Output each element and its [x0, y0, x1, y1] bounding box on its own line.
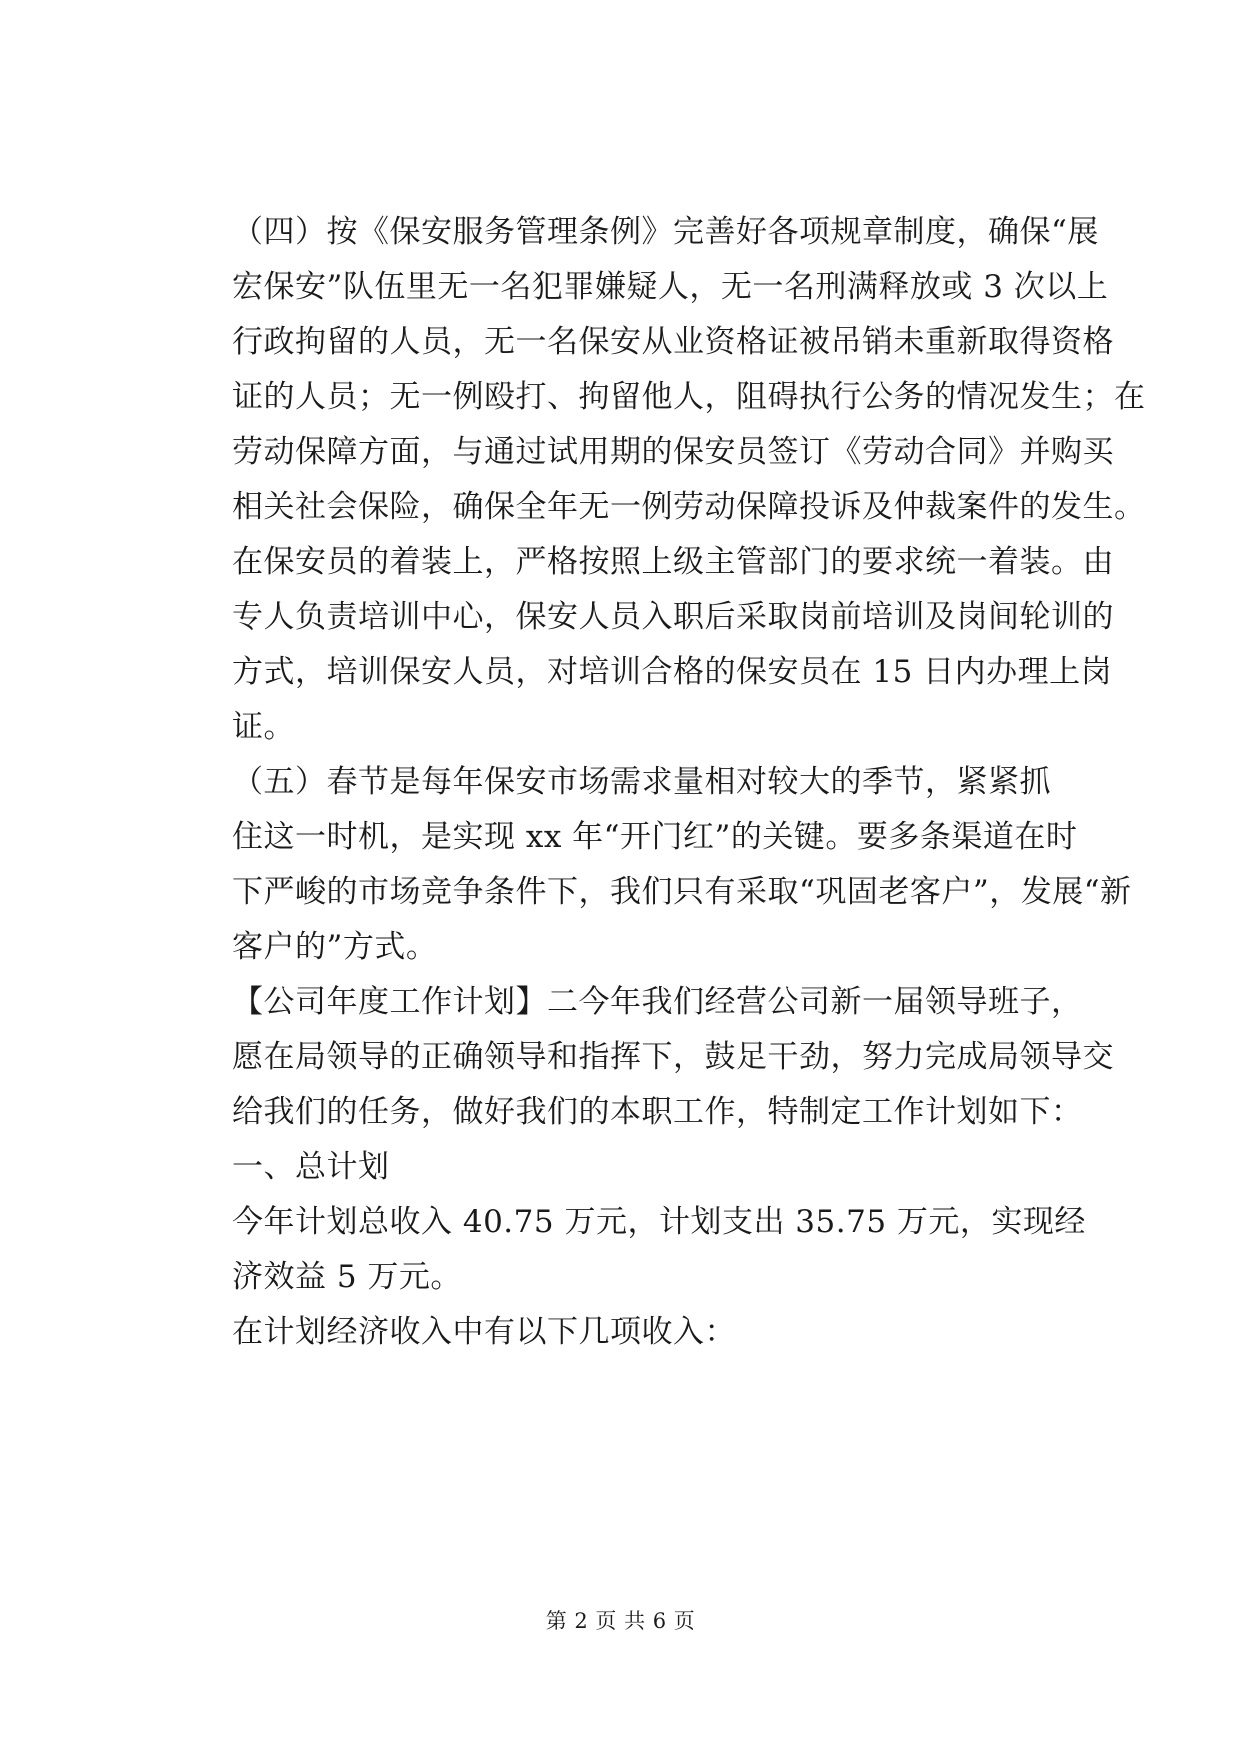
text-line: （四）按《保安服务管理条例》完善好各项规章制度，确保“展: [232, 214, 1099, 250]
text-line: 愿在局领导的正确领导和指挥下，鼓足干劲，努力完成局领导交: [232, 1039, 1114, 1075]
text-line: 行政拘留的人员，无一名保安从业资格证被吊销未重新取得资格: [232, 324, 1114, 360]
text-line: 济效益 5 万元。: [232, 1259, 462, 1295]
text-line: 在计划经济收入中有以下几项收入：: [232, 1314, 736, 1350]
text-line: 方式，培训保安人员，对培训合格的保安员在 15 日内办理上岗: [232, 654, 1113, 690]
page-number-footer: 第 2 页 共 6 页: [545, 1609, 696, 1633]
text-line: 证的人员；无一例殴打、拘留他人，阻碍执行公务的情况发生；在: [232, 379, 1146, 415]
text-line: 相关社会保险，确保全年无一例劳动保障投诉及仲裁案件的发生。: [232, 489, 1146, 525]
text-line: 下严峻的市场竞争条件下，我们只有采取“巩固老客户”，发展“新: [232, 874, 1132, 910]
section-heading: 一、总计划: [232, 1149, 390, 1185]
text-line: 客户的”方式。: [232, 929, 438, 965]
text-line: 劳动保障方面，与通过试用期的保安员签订《劳动合同》并购买: [232, 434, 1114, 470]
text-line: 住这一时机，是实现 xx 年“开门红”的关键。要多条渠道在时: [232, 819, 1078, 855]
text-line: 证。: [232, 709, 295, 745]
text-line: 给我们的任务，做好我们的本职工作，特制定工作计划如下：: [232, 1094, 1083, 1130]
text-line: 【公司年度工作计划】二今年我们经营公司新一届领导班子，: [232, 984, 1083, 1020]
text-line: 专人负责培训中心，保安人员入职后采取岗前培训及岗间轮训的: [232, 599, 1114, 635]
text-line: （五）春节是每年保安市场需求量相对较大的季节，紧紧抓: [232, 764, 1051, 800]
text-line: 今年计划总收入 40.75 万元，计划支出 35.75 万元，实现经: [232, 1204, 1086, 1240]
text-line: 在保安员的着装上，严格按照上级主管部门的要求统一着装。由: [232, 544, 1114, 580]
text-line: 宏保安”队伍里无一名犯罪嫌疑人，无一名刑满释放或 3 次以上: [232, 269, 1109, 305]
